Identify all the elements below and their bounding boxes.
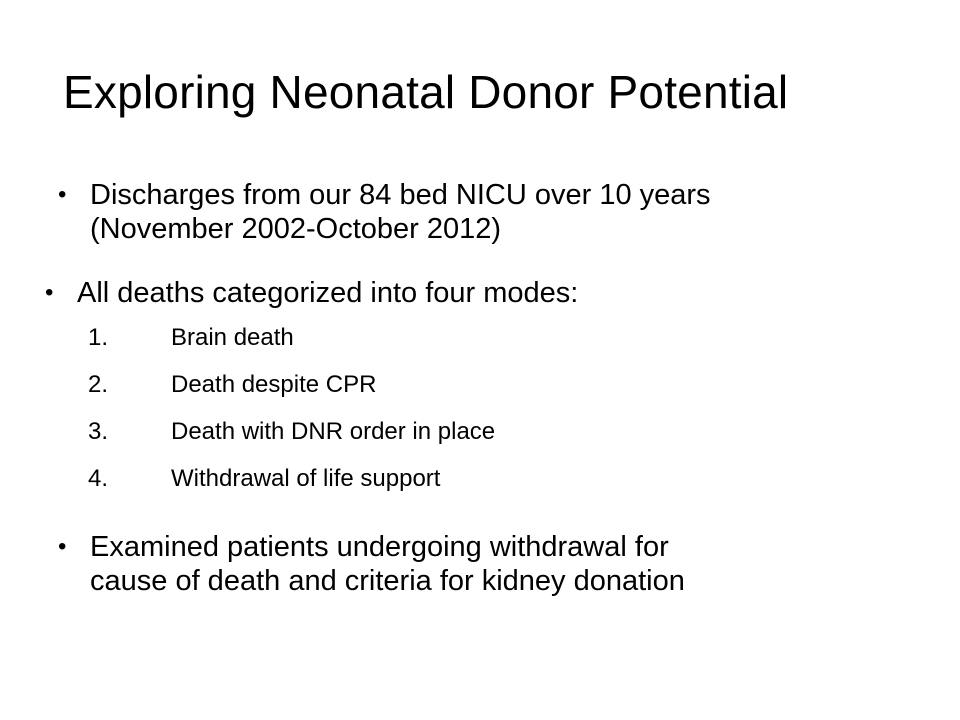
list-item-number: 2.: [88, 371, 109, 398]
bullet-line: (November 2002-October 2012): [90, 213, 502, 245]
slide-title: Exploring Neonatal Donor Potential: [63, 66, 789, 118]
list-item-number: 4.: [88, 465, 109, 492]
bullet-dot: •: [58, 181, 67, 208]
bullet-dot: •: [45, 279, 54, 306]
list-item-label: Death despite CPR: [171, 371, 377, 398]
list-item: [88, 462, 788, 509]
list-item: [88, 321, 788, 368]
death-modes-list: [88, 321, 788, 509]
bullet-line: Discharges from our 84 bed NICU over 10 years: [90, 179, 711, 211]
list-item-label: Death with DNR order in place: [171, 418, 496, 445]
bullet-dot: •: [58, 533, 67, 560]
list-item-label: Brain death: [171, 324, 294, 351]
bullet-line: All deaths categorized into four modes:: [77, 277, 579, 309]
bullet-death-modes: [45, 276, 905, 310]
list-item: [88, 368, 788, 415]
list-item-number: 1.: [88, 324, 109, 351]
bullet-line: cause of death and criteria for kidney donation: [90, 565, 685, 597]
list-item-number: 3.: [88, 418, 109, 445]
list-item-label: Withdrawal of life support: [171, 465, 441, 492]
bullet-discharges: [58, 178, 918, 246]
bullet-line: Examined patients undergoing withdrawal for: [90, 531, 669, 563]
list-item: [88, 415, 788, 462]
bullet-examined-patients: [58, 530, 918, 598]
